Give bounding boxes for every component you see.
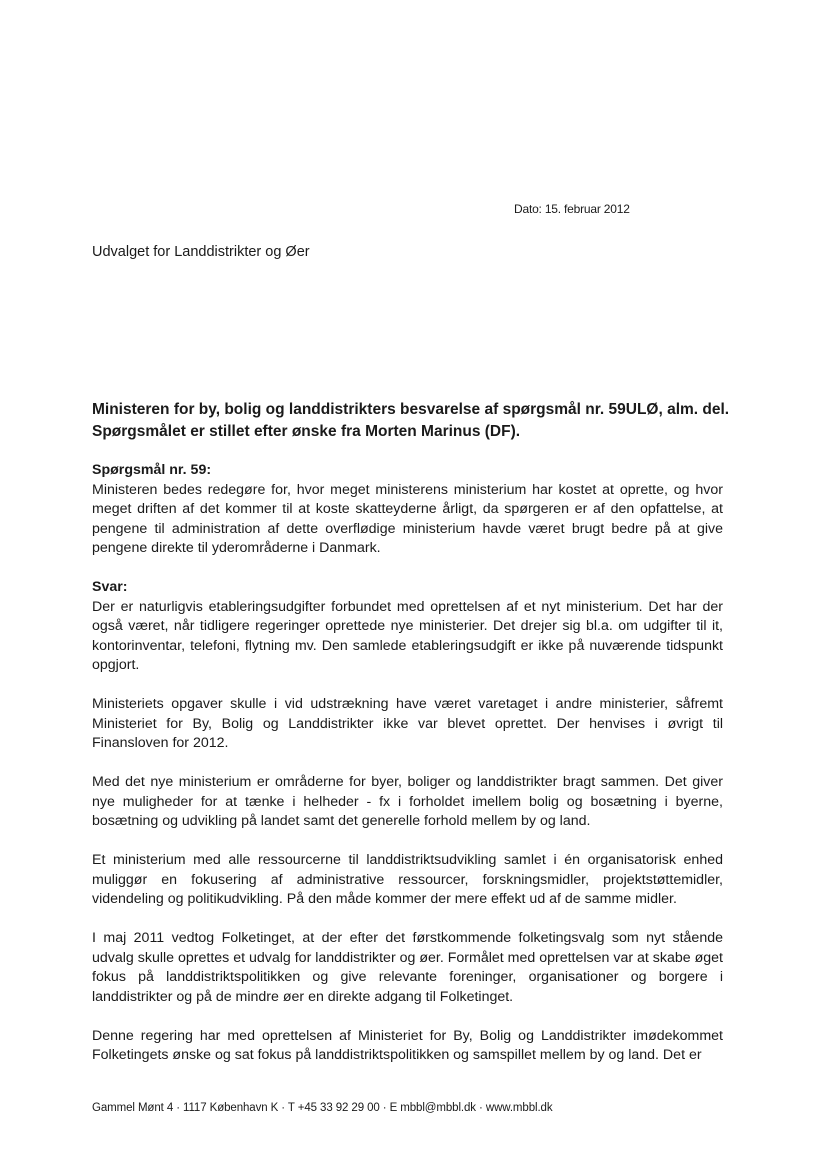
- answer-paragraph: Der er naturligvis etableringsudgifter forbundet med oprettelsen af et nyt ministerium. Det har der også været, når tidligere regeringer oprettede nye ministerier. Det drejer sig bl.a. om udgifter til it, kontorinventar, telefoni, flytning mv. Den samlede etableringsudgift er ikke på nuværende tidspunkt opgjort.: [92, 598, 723, 673]
- question-heading: Spørgsmål nr. 59:: [92, 462, 212, 478]
- answer-paragraph: Ministeriets opgaver skulle i vid udstrækning have været varetaget i andre ministerier, såfremt Ministeriet for By, Bolig og Landdistrikter ikke var blevet oprettet. Der henvises i øvrigt til Finansloven for 2012.: [92, 696, 723, 751]
- title-line-1: Ministeren for by, bolig og landdistrikters besvarelse af spørgsmål nr. 59ULØ, alm. del.: [92, 401, 730, 418]
- recipient: Udvalget for Landdistrikter og Øer: [92, 244, 310, 260]
- question-section: [92, 461, 723, 559]
- document-body: [92, 461, 723, 1085]
- document-title: [92, 399, 742, 443]
- answer-paragraph: Denne regering har med oprettelsen af Ministeriet for By, Bolig og Landdistrikter imødekommet Folketingets ønske og sat fokus på landdistriktspolitikken og samspillet mellem by og land. Det er: [92, 1027, 723, 1063]
- letter-date: Dato: 15. februar 2012: [514, 202, 630, 216]
- answer-heading: Svar:: [92, 579, 128, 595]
- title-line-2: Spørgsmålet er stillet efter ønske fra Morten Marinus (DF).: [92, 423, 521, 440]
- answer-paragraph: I maj 2011 vedtog Folketinget, at der efter det førstkommende folketingsvalg som nyt stående udvalg skulle oprettes et udvalg for landdistrikter og øer. Formålet med oprettelsen var at skabe øget fokus på landdistriktspolitikken og give relevante foreninger, organisationer og borgere i landdistrikter og på de mindre øer en direkte adgang til Folketinget.: [92, 930, 723, 1005]
- answer-paragraph: Med det nye ministerium er områderne for byer, boliger og landdistrikter bragt sammen. Det giver nye muligheder for at tænke i helheder - fx i forholdet imellem bolig og bosætning i byerne, bosætning og udvikling på landet samt det generelle forhold mellem by og land.: [92, 774, 723, 829]
- answer-paragraph: Et ministerium med alle ressourcerne til landdistriktsudvikling samlet i én organisatorisk enhed muliggør en fokusering af administrative ressourcer, forskningsmidler, projektstøttemidler, videndeling og politikudvikling. På den måde kommer der mere effekt ud af de samme midler.: [92, 852, 723, 907]
- answer-section: [92, 578, 723, 676]
- footer-address: Gammel Mønt 4 · 1117 København K · T +45 33 92 29 00 · E mbbl@mbbl.dk · www.mbbl.dk: [92, 1102, 553, 1114]
- question-text: Ministeren bedes redegøre for, hvor meget ministerens ministerium har kostet at oprette, og hvor meget driften af det kommer til at koste skatteyderne årligt, da spørgeren er af den opfattelse, at pengene til administration af dette overflødige ministerium havde været brugt bedre på at give pengene direkte til yderområderne i Danmark.: [92, 481, 723, 556]
